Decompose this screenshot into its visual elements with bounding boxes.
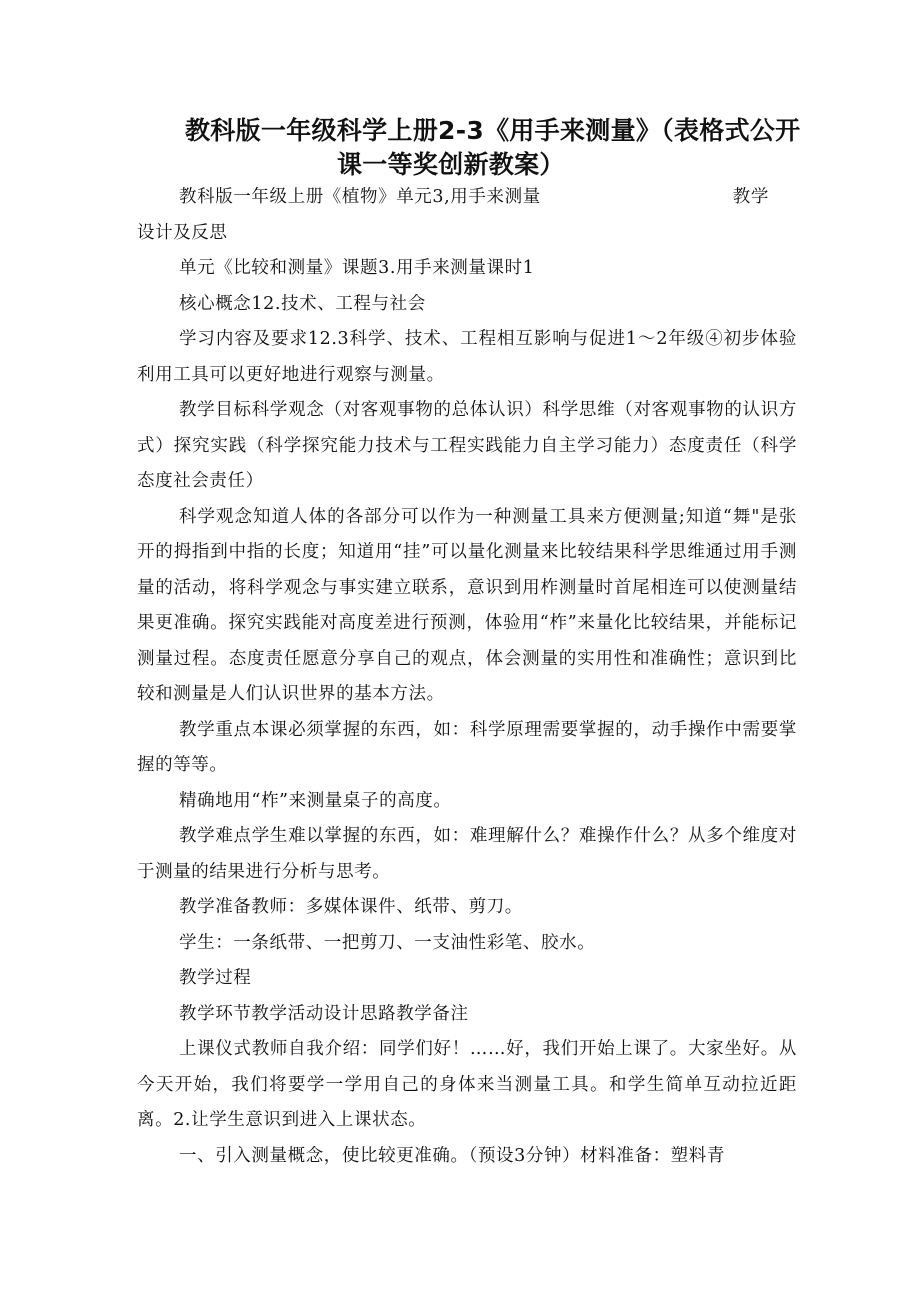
header-left: 教科版一年级上册《植物》单元3,用手来测量 <box>179 187 541 207</box>
paragraph: 教学环节教学活动设计思路教学备注 <box>179 1003 469 1024</box>
paragraph: 单元《比较和测量》课题3.用手来测量课时1 <box>179 258 535 278</box>
paragraph: 学生：一条纸带、一把剪刀、一支油性彩笔、胶水。 <box>179 932 596 953</box>
paragraph: 一、引入测量概念，使比较更准确。（预设3分钟）材料准备：塑料青 <box>179 1145 725 1166</box>
paragraph: 精确地用“柞”来测量桌子的高度。 <box>179 790 452 811</box>
paragraph: 教学重点本课必须掌握的东西，如：科学原理需要掌握的，动手操作中需要掌握的等等。 <box>137 719 797 775</box>
paragraph: 教学过程 <box>179 968 252 988</box>
document-title <box>185 114 805 182</box>
header-continuation: 设计及反思 <box>137 222 228 243</box>
title-line-2: 课一等奖创新教案） <box>337 150 565 179</box>
paragraph: 上课仪式教师自我介绍：同学们好！……好，我们开始上课了。大家坐好。从今天开始，我们将要学一学用自己的身体来当测量工具。和学生简单互动拉近距离。2.让学生意识到进入上课状态。 <box>137 1039 797 1130</box>
paragraph: 学习内容及要求12.3科学、技术、工程相互影响与促进1～2年级④初步体验利用工具可以更好地进行观察与测量。 <box>137 329 797 385</box>
paragraph: 教学准备教师：多媒体课件、纸带、剪刀。 <box>179 897 523 917</box>
title-line-1: 教科版一年级科学上册2-3《用手来测量》（表格式公开 <box>185 116 801 145</box>
paragraph: 教学难点学生难以掌握的东西，如：难理解什么？难操作什么？从多个维度对于测量的结果进行分析与思考。 <box>137 826 797 882</box>
header-right: 教学 <box>732 187 769 207</box>
paragraph: 核心概念12.技术、工程与社会 <box>179 293 426 314</box>
document-body <box>137 180 797 1174</box>
header-line <box>137 180 797 216</box>
paragraph: 科学观念知道人体的各部分可以作为一种测量工具来方便测量;知道“舞"是张开的拇指到中指的长度；知道用“挂”可以量化测量来比较结果科学思维通过用手测量的活动，将科学观念与事实建立联系，意识到用柞测量时首尾相连可以使测量结果更准确。探究实践能对高度差进行预测，体验用“柞”来量化比较结果，并能标记测量过程。态度责任愿意分享自己的观点，体会测量的实用性和准确性；意识到比较和测量是人们认识世界的基本方法。 <box>137 506 797 704</box>
paragraph: 教学目标科学观念（对客观事物的总体认识）科学思维（对客观事物的认识方式）探究实践（科学探究能力技术与工程实践能力自主学习能力）态度责任（科学态度社会责任） <box>137 400 797 491</box>
